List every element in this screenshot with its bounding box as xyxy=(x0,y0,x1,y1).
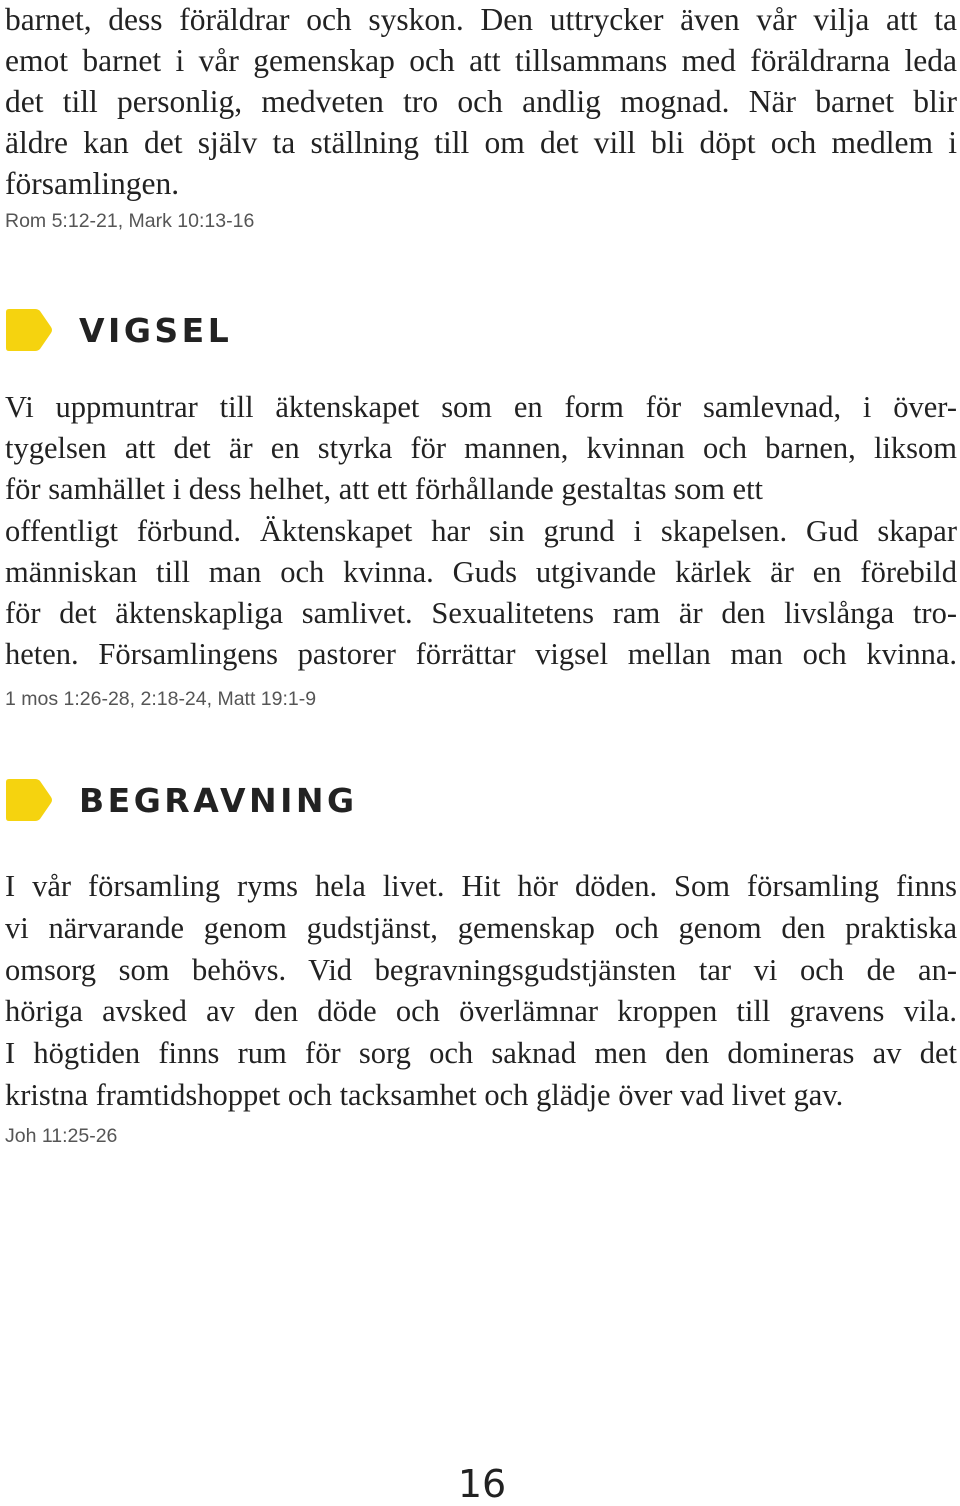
begravning-line: kristna framtidshoppet och tacksamhet och glädje över vad livet gav. xyxy=(5,1077,844,1112)
intro-line: församlingen. xyxy=(5,166,180,201)
section-heading-vigsel xyxy=(5,305,232,355)
arrow-marker-icon xyxy=(5,307,53,353)
vigsel-paragraph xyxy=(5,387,957,675)
intro-line: emot barnet i vår gemenskap och att tillsammans med föräldrarna leda xyxy=(5,43,957,78)
vigsel-line: Vi uppmuntrar till äktenskapet som en form för samlevnad, i över- xyxy=(5,390,957,424)
arrow-marker-icon xyxy=(5,777,53,823)
intro-line: barnet, dess föräldrar och syskon. Den uttrycker även vår vilja att ta xyxy=(5,2,957,37)
section-title: VIGSEL xyxy=(79,310,233,350)
section-heading-begravning xyxy=(5,775,358,825)
vigsel-line: människan till man och kvinna. Guds utgivande kärlek är en förebild xyxy=(5,554,957,589)
begravning-line: I högtiden finns rum för sorg och saknad men den domineras av det xyxy=(5,1036,957,1071)
begravning-line: höriga avsked av den döde och överlämnar kroppen till gravens vila. xyxy=(5,994,957,1029)
begravning-line: omsorg som behövs. Vid begravningsgudstjänsten tar vi och de an- xyxy=(5,952,957,987)
begravning-line: I vår församling ryms hela livet. Hit hör döden. Som församling finns xyxy=(5,869,957,903)
vigsel-line: heten. Församlingens pastorer förrättar vigsel mellan man och kvinna. xyxy=(5,637,957,672)
begravning-line: vi närvarande genom gudstjänst, gemenskap och genom den praktiska xyxy=(5,910,957,945)
intro-reference: Rom 5:12-21, Mark 10:13-16 xyxy=(5,210,255,232)
intro-line: det till personlig, medveten tro och andlig mognad. När barnet blir xyxy=(5,84,957,119)
vigsel-line: offentligt förbund. Äktenskapet har sin grund i skapelsen. Gud skapar xyxy=(5,513,957,548)
intro-paragraph xyxy=(5,0,957,204)
page-number: 16 xyxy=(457,1462,507,1506)
vigsel-line: för det äktenskapliga samlivet. Sexualitetens ram är den livslånga tro- xyxy=(5,596,957,631)
vigsel-line: för samhället i dess helhet, att ett förhållande gestaltas som ett xyxy=(5,472,764,507)
intro-line: äldre kan det själv ta ställning till om det vill bli döpt och medlem i xyxy=(5,125,957,160)
section-title: BEGRAVNING xyxy=(79,780,358,820)
begravning-reference: Joh 11:25-26 xyxy=(5,1125,118,1147)
vigsel-reference: 1 mos 1:26-28, 2:18-24, Matt 19:1-9 xyxy=(5,688,317,710)
vigsel-line: tygelsen att det är en styrka för mannen, kvinnan och barnen, liksom xyxy=(5,431,957,466)
begravning-paragraph xyxy=(5,866,957,1117)
